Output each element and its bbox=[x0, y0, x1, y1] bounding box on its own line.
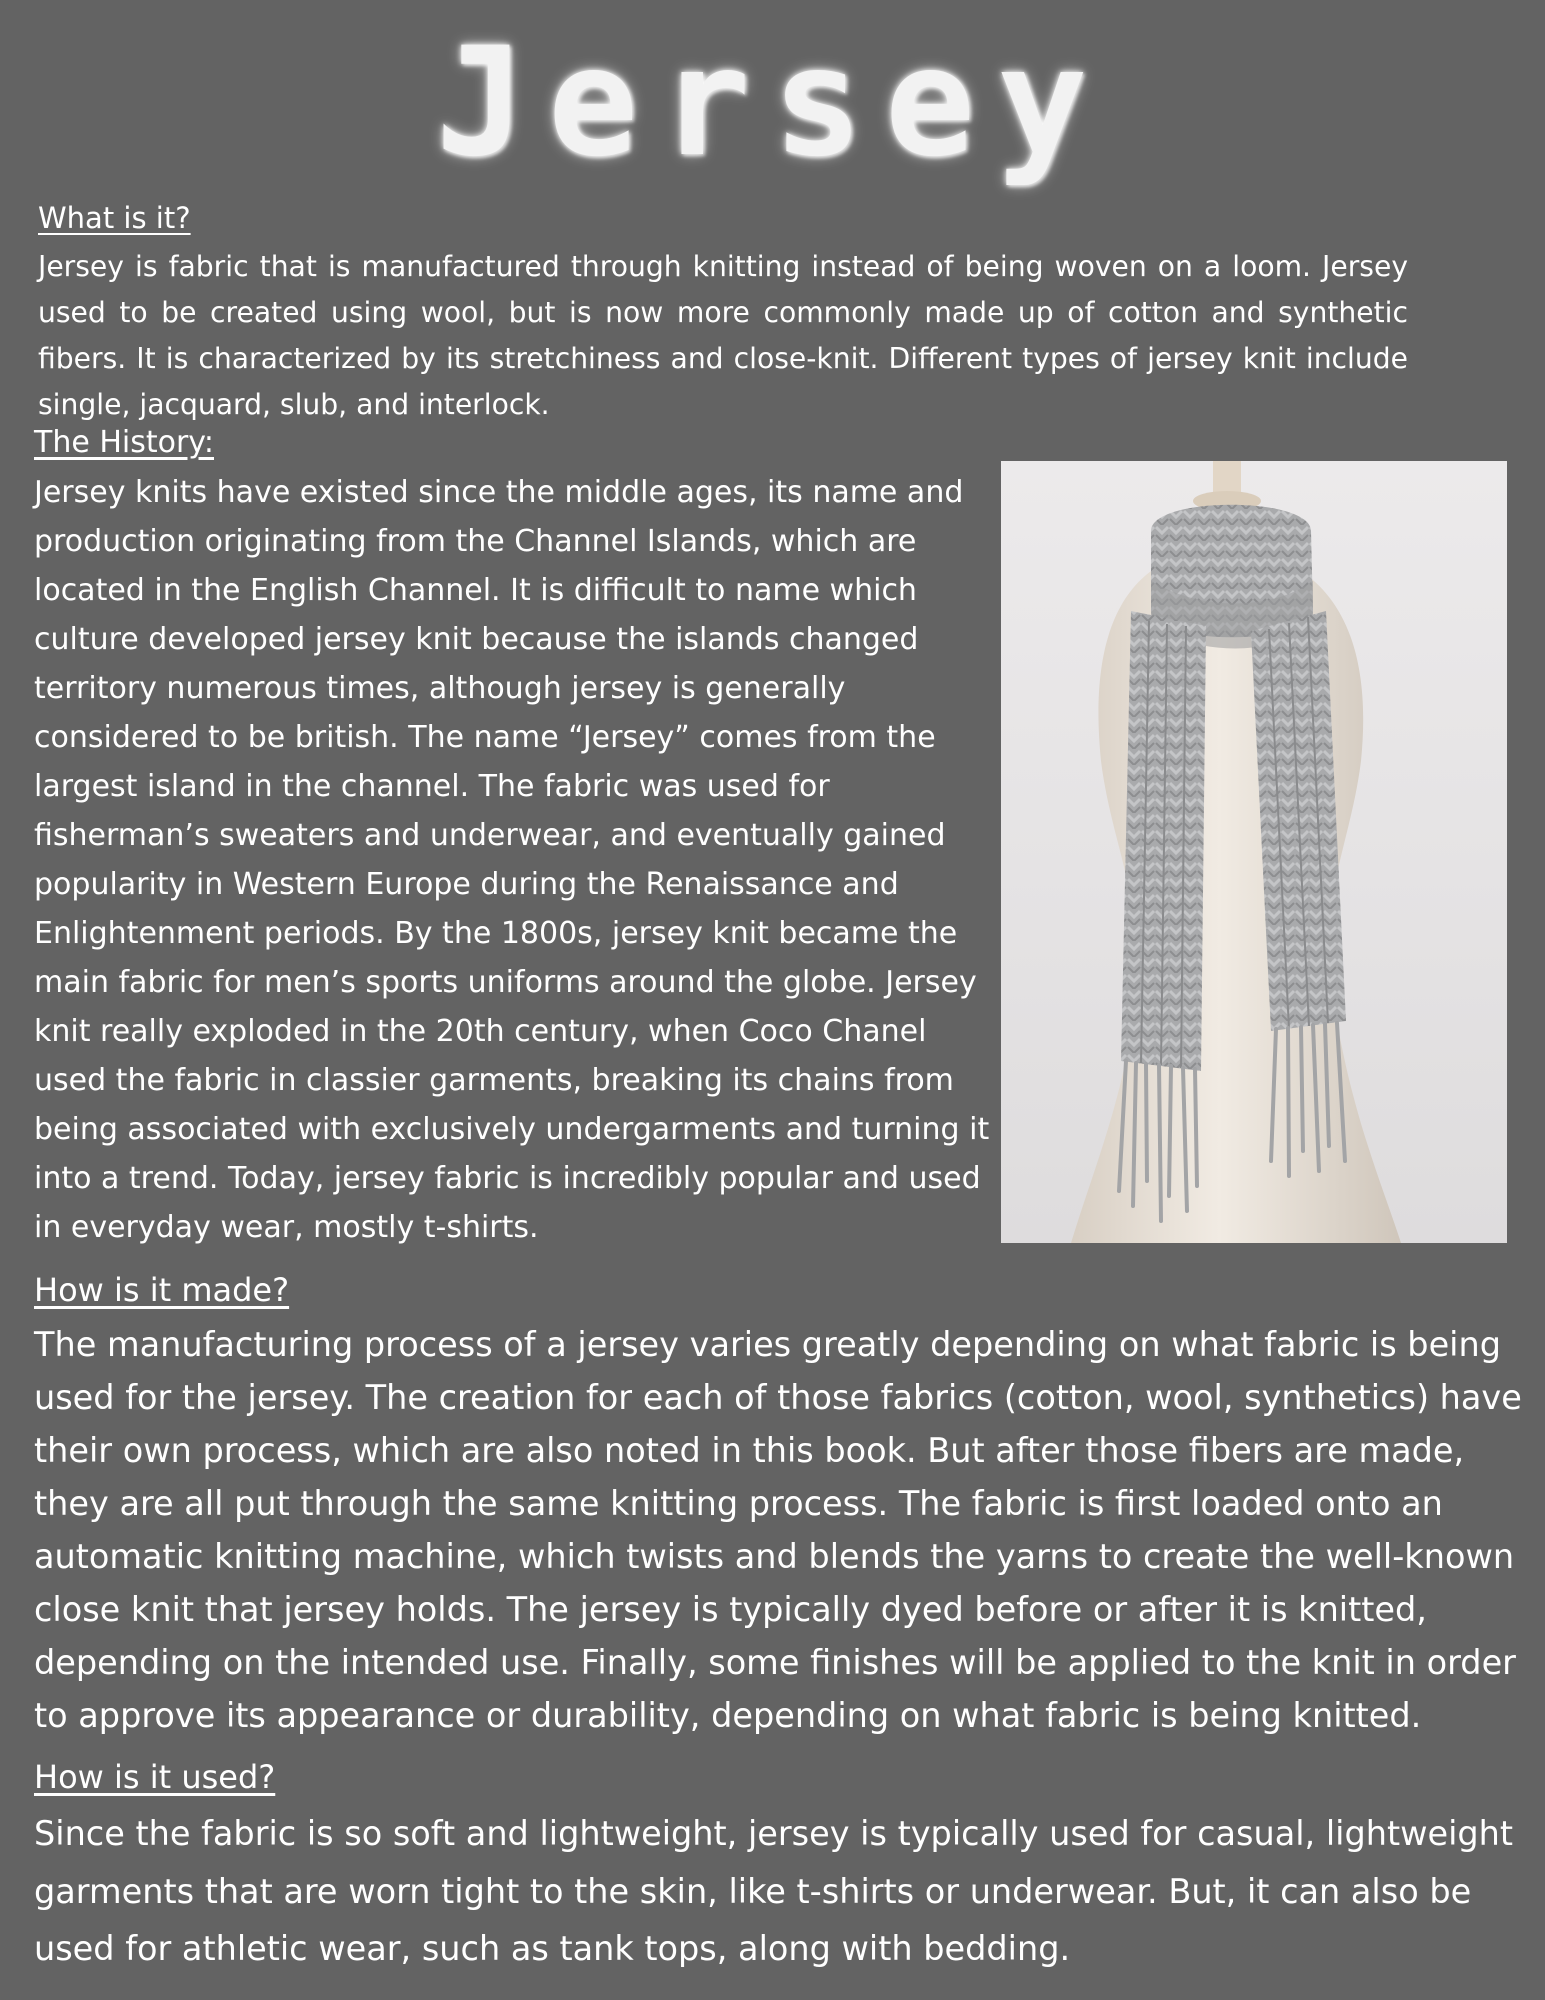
scarf-photo bbox=[1001, 461, 1507, 1243]
history-paragraph: Jersey knits have existed since the middle ages, its name and production originating from the Channel Islands, which are located in the English Channel. It is difficult to name which culture developed jersey knit because the islands changed territory numerous times, although jersey is generally considered to be british. The name “Jersey” comes from the largest island in the channel. The fabric was used for fisherman’s sweaters and underwear, and eventually gained popularity in Western Europe during the Renaissance and Enlightenment periods. By the 1800s, jersey knit became the main fabric for men’s sports uniforms around the globe. Jersey knit really exploded in the 20th century, when Coco Chanel used the fabric in classier garments, breaking its chains from being associated with exclusively undergarments and turning it into a trend. Today, jersey fabric is incredibly popular and used in everyday wear, mostly t-shirts. bbox=[34, 475, 990, 1245]
what-is-it-heading: What is it? bbox=[38, 201, 191, 235]
page-title: Jersey bbox=[435, 16, 1110, 190]
how-used-paragraph: Since the fabric is so soft and lightweight, jersey is typically used for casual, lightweight garments that are worn tight to the skin, like t-shirts or underwear. But, it can also be used for athletic wear, such as tank tops, along with bedding. bbox=[34, 1814, 1514, 1968]
how-made-heading: How is it made? bbox=[34, 1271, 290, 1309]
what-is-it-paragraph: Jersey is fabric that is manufactured through knitting instead of being woven on a loom. Jersey used to be created using wool, but is now more commonly made up of cotton and synthetic fibers. It is characterized by its stretchiness and close-knit. Different types of jersey knit include single, jacquard, slub, and interlock. bbox=[38, 250, 1408, 421]
scarf-on-mannequin-illustration bbox=[1001, 461, 1507, 1243]
how-used-heading: How is it used? bbox=[34, 1758, 276, 1796]
history-heading: The History: bbox=[34, 425, 214, 460]
how-made-paragraph: The manufacturing process of a jersey varies greatly depending on what fabric is being used for the jersey. The creation for each of those fabrics (cotton, wool, synthetics) have their own process, which are also noted in this book. But after those fibers are made, they are all put through the same knitting process. The fabric is first loaded onto an automatic knitting machine, which twists and blends the yarns to create the well-known close knit that jersey holds. The jersey is typically dyed before or after it is knitted, depending on the intended use. Finally, some finishes will be applied to the knit in order to approve its appearance or durability, depending on what fabric is being knitted. bbox=[34, 1325, 1522, 1735]
